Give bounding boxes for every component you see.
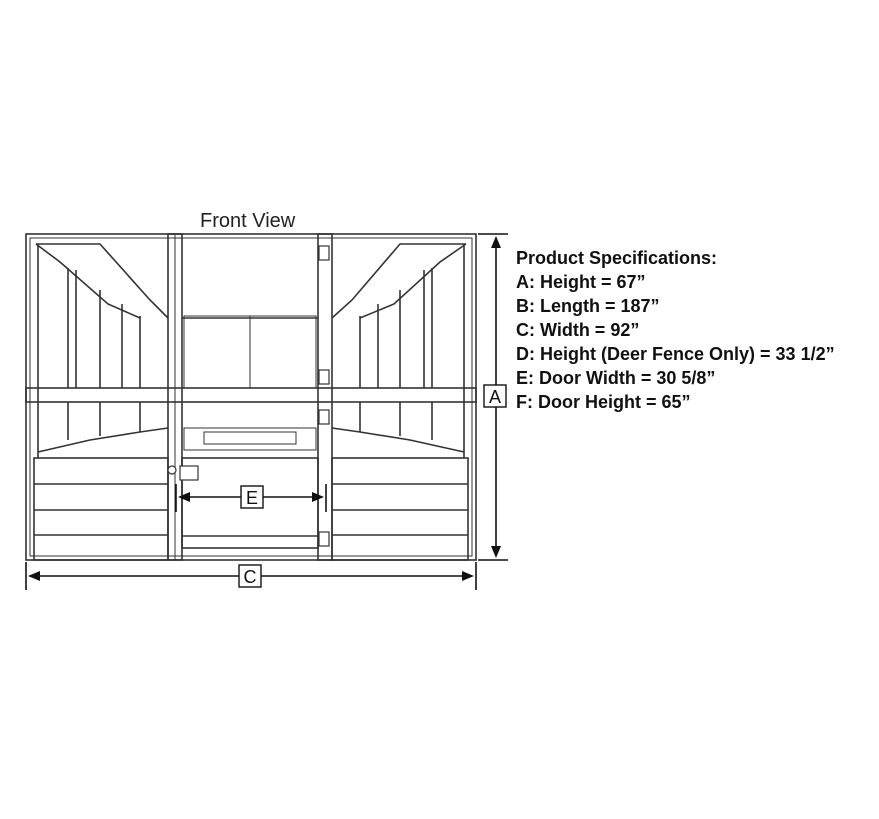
hinge <box>319 370 329 384</box>
spec-deer-fence-height: D: Height (Deer Fence Only) = 33 1/2” <box>516 344 835 364</box>
right-planks <box>332 458 468 560</box>
spec-door-height: F: Door Height = 65” <box>516 392 691 412</box>
label-e: E <box>245 488 259 508</box>
mid-rail <box>26 388 476 402</box>
spec-width: C: Width = 92” <box>516 320 640 340</box>
left-planks <box>34 458 168 560</box>
outer-frame <box>26 234 476 560</box>
spec-height: A: Height = 67” <box>516 272 646 292</box>
hinge <box>319 532 329 546</box>
hinge <box>319 410 329 424</box>
latch-knob <box>168 466 176 474</box>
diagram-title: Front View <box>200 210 296 232</box>
label-a: A <box>488 387 502 407</box>
label-c: C <box>243 567 257 587</box>
latch <box>180 466 198 480</box>
right-post <box>318 234 332 560</box>
hinge <box>319 246 329 260</box>
product-specifications <box>516 246 835 414</box>
specs-heading: Product Specifications: <box>516 248 718 268</box>
spec-length: B: Length = 187” <box>516 296 660 316</box>
spec-door-width: E: Door Width = 30 5/8” <box>516 368 716 388</box>
